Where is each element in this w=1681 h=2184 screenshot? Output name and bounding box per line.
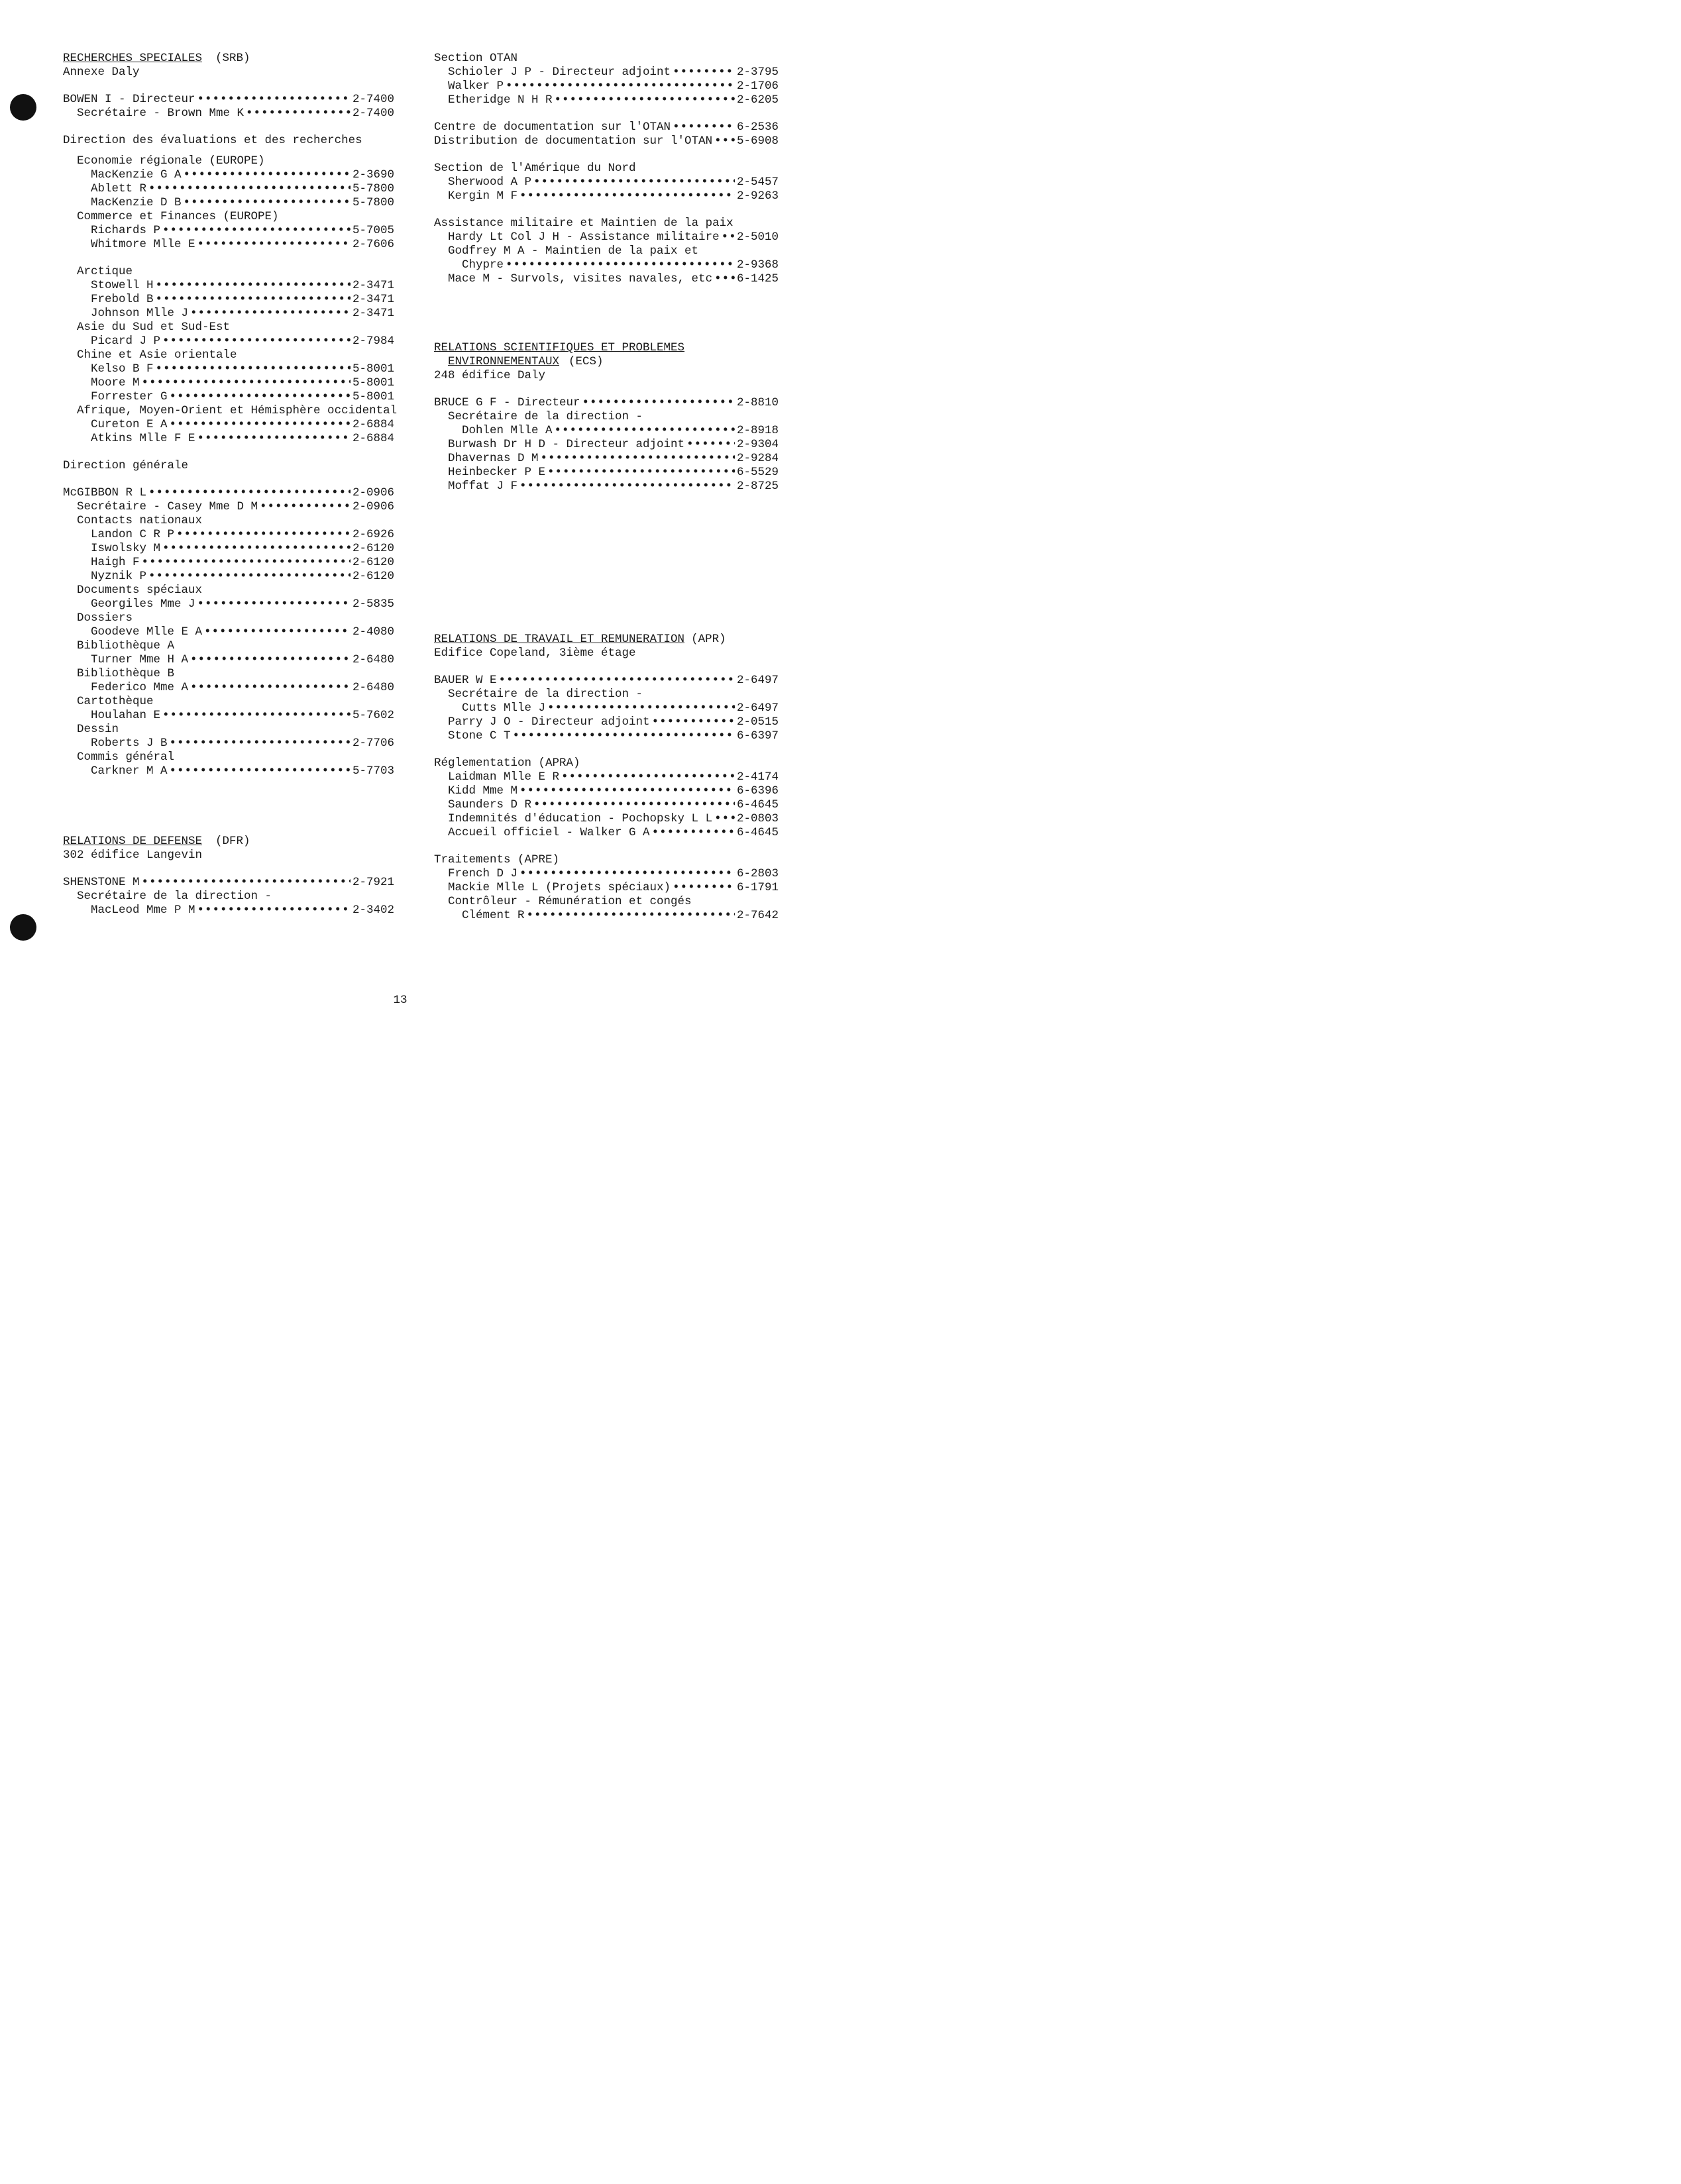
phone-number: 2-6120: [352, 570, 394, 583]
directory-entry: [63, 681, 394, 695]
section-building: Annexe Daly: [63, 66, 140, 79]
phone-number: 6-4645: [736, 798, 779, 811]
directory-entry: [63, 542, 394, 556]
leader-dots: [519, 189, 735, 203]
leader-dots: [170, 737, 351, 751]
phone-number: 6-1425: [736, 272, 779, 286]
entry-name: Houlahan E: [91, 709, 161, 722]
entry-name: Haigh F: [91, 556, 140, 569]
section-header-ecs-line2: [434, 355, 779, 369]
leader-dots: [519, 867, 735, 881]
leader-dots: [555, 93, 735, 107]
entry-name: Stone C T: [448, 729, 511, 743]
section-code: (DFR): [215, 835, 250, 848]
leader-dots: [652, 826, 735, 840]
leader-dots: [170, 418, 351, 432]
entry-name: Etheridge N H R: [448, 93, 553, 107]
leader-dots: [582, 396, 735, 410]
group-heading: Traitements (APRE): [434, 853, 560, 866]
entry-name: Mackie Mlle L (Projets spéciaux): [448, 881, 671, 894]
leader-dots: [148, 486, 351, 500]
section-title: RECHERCHES SPECIALES: [63, 52, 203, 65]
group-heading: Réglementation (APRA): [434, 756, 580, 770]
leader-dots: [170, 764, 351, 778]
group-heading: Secrétaire de la direction -: [77, 890, 272, 903]
entry-name: Sherwood A P: [448, 176, 532, 189]
entry-name: Goodeve Mlle E A: [91, 625, 203, 639]
phone-number: 2-0906: [352, 486, 394, 499]
entry-name: Cureton E A: [91, 418, 168, 431]
leader-dots: [519, 480, 735, 494]
directory-entry: [434, 480, 779, 494]
entry-name: Turner Mme H A: [91, 653, 189, 666]
phone-number: 2-7984: [352, 335, 394, 348]
directory-entry: [63, 107, 394, 121]
section-header-dfr: [63, 835, 394, 849]
directory-entry: [434, 798, 779, 812]
punch-hole-top: [10, 94, 36, 121]
punch-hole-bottom: [10, 914, 36, 941]
entry-name: Nyznik P: [91, 570, 147, 583]
directory-entry: [63, 486, 394, 500]
group-heading: Section OTAN: [434, 52, 518, 65]
leader-dots: [673, 881, 735, 895]
leader-dots: [142, 556, 351, 570]
entry-name: BAUER W E: [434, 674, 497, 687]
phone-number: 2-6120: [352, 556, 394, 569]
entry-name: MacKenzie D B: [91, 196, 182, 209]
entry-name: Moffat J F: [448, 480, 518, 493]
group-heading: Secrétaire de la direction -: [448, 410, 643, 423]
phone-number: 2-0906: [352, 500, 394, 513]
leader-dots: [156, 279, 351, 293]
group-heading: Economie régionale (EUROPE): [77, 154, 265, 168]
entry-name: BRUCE G F - Directeur: [434, 396, 580, 409]
phone-number: 2-6926: [352, 528, 394, 541]
directory-entry: [63, 168, 394, 182]
leader-dots: [714, 812, 735, 826]
entry-name: Kidd Mme M: [448, 784, 518, 798]
directory-entry: [63, 182, 394, 196]
phone-number: 6-6397: [736, 729, 779, 743]
phone-number: 2-0515: [736, 715, 779, 729]
leader-dots: [184, 196, 351, 210]
entry-name: Centre de documentation sur l'OTAN: [434, 121, 671, 134]
leader-dots: [197, 238, 351, 252]
entry-name: Dohlen Mlle A: [462, 424, 553, 437]
leader-dots: [190, 307, 351, 321]
entry-name: SHENSTONE M: [63, 876, 140, 889]
directory-entry: [63, 224, 394, 238]
group-heading: Secrétaire de la direction -: [448, 688, 643, 701]
group-heading: Commis général: [77, 751, 175, 764]
group-heading: Cartothèque: [77, 695, 154, 708]
leader-dots: [197, 93, 351, 107]
leader-dots: [162, 335, 351, 348]
group-heading: Contacts nationaux: [77, 514, 203, 527]
phone-number: 2-4080: [352, 625, 394, 639]
leader-dots: [246, 107, 351, 121]
entry-name: French D J: [448, 867, 518, 880]
directory-entry: [63, 432, 394, 446]
leader-dots: [561, 770, 735, 784]
group-heading: Commerce et Finances (EUROPE): [77, 210, 279, 223]
phone-number: 6-5529: [736, 466, 779, 479]
group-heading: Chine et Asie orientale: [77, 348, 237, 362]
group-heading: Asie du Sud et Sud-Est: [77, 321, 231, 334]
directory-entry: [63, 293, 394, 307]
directory-entry: [434, 258, 779, 272]
leader-dots: [673, 121, 735, 134]
phone-number: 2-3402: [352, 904, 394, 917]
directory-entry: [434, 715, 779, 729]
leader-dots: [197, 904, 351, 917]
phone-number: 2-5835: [352, 598, 394, 611]
leader-dots: [156, 293, 351, 307]
left-column: [63, 52, 398, 917]
right-column: [434, 52, 779, 923]
leader-dots: [142, 376, 351, 390]
directory-entry: [434, 826, 779, 840]
leader-dots: [204, 625, 351, 639]
group-heading: Arctique: [77, 265, 133, 278]
phone-number: 2-9263: [736, 189, 779, 203]
phone-number: 6-2803: [736, 867, 779, 880]
directory-entry: [63, 196, 394, 210]
phone-number: 2-7400: [352, 107, 394, 120]
group-heading: Bibliothèque A: [77, 639, 175, 652]
phone-number: 2-4174: [736, 770, 779, 784]
directory-entry: [63, 625, 394, 639]
phone-number: 6-4645: [736, 826, 779, 839]
directory-entry: [63, 418, 394, 432]
phone-number: 2-7706: [352, 737, 394, 750]
directory-entry: [434, 424, 779, 438]
directory-entry: [434, 176, 779, 189]
phone-number: 2-8725: [736, 480, 779, 493]
entry-name: McGIBBON R L: [63, 486, 147, 499]
entry-name: Distribution de documentation sur l'OTAN: [434, 134, 713, 148]
phone-number: 5-8001: [352, 362, 394, 376]
phone-number: 2-1706: [736, 79, 779, 93]
entry-text: Godfrey M A - Maintien de la paix et: [448, 244, 699, 258]
phone-number: 2-3471: [352, 307, 394, 320]
section-header-apr: [434, 633, 779, 647]
directory-entry: [63, 904, 394, 917]
leader-dots: [162, 542, 351, 556]
phone-number: 2-6480: [352, 681, 394, 694]
entry-name: Chypre: [462, 258, 504, 272]
phone-number: 5-8001: [352, 376, 394, 390]
entry-name: MacKenzie G A: [91, 168, 182, 182]
leader-dots: [162, 709, 351, 723]
section-title-continued: ENVIRONNEMENTAUX: [448, 355, 560, 368]
directory-entry: [434, 79, 779, 93]
directory-entry: [434, 396, 779, 410]
leader-dots: [722, 231, 735, 244]
leader-dots: [533, 176, 735, 189]
phone-number: 2-3795: [736, 66, 779, 79]
entry-name: Burwash Dr H D - Directeur adjoint: [448, 438, 685, 451]
phone-number: 5-7703: [352, 764, 394, 778]
entry-name: Hardy Lt Col J H - Assistance militaire: [448, 231, 720, 244]
directory-entry: [434, 729, 779, 743]
section-building: 248 édifice Daly: [434, 369, 546, 382]
phone-number: 2-6120: [352, 542, 394, 555]
section-header-ecs: [434, 341, 779, 355]
directory-entry: [63, 653, 394, 667]
leader-dots: [714, 272, 735, 286]
entry-name: Moore M: [91, 376, 140, 390]
entry-name: Stowell H: [91, 279, 154, 292]
entry-name: Whitmore Mlle E: [91, 238, 195, 251]
entry-name: Richards P: [91, 224, 161, 237]
directory-entry: [434, 66, 779, 79]
directory-entry: [63, 335, 394, 348]
phone-number: 2-9284: [736, 452, 779, 465]
entry-name: Schioler J P - Directeur adjoint: [448, 66, 671, 79]
phone-number: 2-5010: [736, 231, 779, 244]
leader-dots: [686, 438, 735, 452]
subsection-heading: Direction générale: [63, 459, 189, 472]
entry-name: MacLeod Mme P M: [91, 904, 195, 917]
entry-name: Ablett R: [91, 182, 147, 195]
entry-name: Federico Mme A: [91, 681, 189, 694]
directory-entry: [434, 231, 779, 244]
leader-dots: [506, 258, 735, 272]
entry-name: Johnson Mlle J: [91, 307, 189, 320]
leader-dots: [184, 168, 351, 182]
directory-entry: [63, 390, 394, 404]
phone-number: 2-5457: [736, 176, 779, 189]
phone-number: 2-6480: [352, 653, 394, 666]
leader-dots: [499, 674, 735, 688]
phone-number: 2-9368: [736, 258, 779, 272]
section-title: RELATIONS DE DEFENSE: [63, 835, 203, 848]
group-heading: Documents spéciaux: [77, 584, 203, 597]
entry-name: Accueil officiel - Walker G A: [448, 826, 650, 839]
leader-dots: [156, 362, 351, 376]
phone-number: 2-9304: [736, 438, 779, 451]
section-title: RELATIONS SCIENTIFIQUES ET PROBLEMES: [434, 341, 685, 354]
section-building: 302 édifice Langevin: [63, 849, 203, 862]
phone-number: 2-7400: [352, 93, 394, 106]
directory-entry: [63, 376, 394, 390]
leader-dots: [148, 182, 351, 196]
leader-dots: [142, 876, 351, 890]
entry-name: Secrétaire - Brown Mme K: [77, 107, 244, 120]
directory-entry: [63, 93, 394, 107]
directory-entry: [63, 764, 394, 778]
directory-page: [0, 0, 800, 1039]
directory-entry: [63, 570, 394, 584]
entry-name: Dhavernas D M: [448, 452, 539, 465]
section-building: Edifice Copeland, 3ième étage: [434, 647, 636, 660]
phone-number: 2-7642: [736, 909, 779, 922]
directory-entry: [434, 867, 779, 881]
phone-number: 2-6497: [736, 702, 779, 715]
page-number: 13: [393, 994, 407, 1007]
entry-name: BOWEN I - Directeur: [63, 93, 195, 106]
directory-entry: [434, 702, 779, 715]
entry-name: Georgiles Mme J: [91, 598, 195, 611]
directory-entry: [434, 438, 779, 452]
entry-name: Cutts Mlle J: [462, 702, 546, 715]
entry-name: Roberts J B: [91, 737, 168, 750]
entry-name: Atkins Mlle F E: [91, 432, 195, 445]
directory-entry: [63, 500, 394, 514]
leader-dots: [527, 909, 735, 923]
leader-dots: [162, 224, 351, 238]
leader-dots: [148, 570, 351, 584]
phone-number: 2-8918: [736, 424, 779, 437]
section-title: RELATIONS DE TRAVAIL ET REMUNERATION: [434, 633, 685, 646]
subsection-heading: Direction des évaluations et des recherches: [63, 134, 362, 147]
entry-name: Heinbecker P E: [448, 466, 546, 479]
phone-number: 5-7800: [352, 196, 394, 209]
group-heading: Dessin: [77, 723, 119, 736]
group-heading: Dossiers: [77, 611, 133, 625]
phone-number: 5-8001: [352, 390, 394, 403]
leader-dots: [197, 432, 351, 446]
directory-entry: [63, 279, 394, 293]
directory-entry: [63, 598, 394, 611]
directory-entry: [434, 674, 779, 688]
leader-dots: [547, 702, 735, 715]
directory-entry: [434, 272, 779, 286]
leader-dots: [190, 653, 351, 667]
entry-text: Contrôleur - Rémunération et congés: [448, 895, 692, 908]
leader-dots: [714, 134, 735, 148]
leader-dots: [555, 424, 735, 438]
directory-entry: [434, 93, 779, 107]
entry-name: Parry J O - Directeur adjoint: [448, 715, 650, 729]
section-code: (ECS): [569, 355, 604, 368]
phone-number: 2-6884: [352, 418, 394, 431]
directory-entry: [434, 452, 779, 466]
group-heading: Assistance militaire et Maintien de la paix: [434, 217, 733, 230]
directory-entry: [434, 121, 779, 134]
entry-name: Indemnités d'éducation - Pochopsky L L: [448, 812, 713, 825]
section-code: (APR): [691, 633, 726, 646]
directory-entry: [63, 238, 394, 252]
entry-name: Iswolsky M: [91, 542, 161, 555]
phone-number: 6-1791: [736, 881, 779, 894]
leader-dots: [260, 500, 351, 514]
entry-name: Laidman Mlle E R: [448, 770, 560, 784]
phone-number: 2-6205: [736, 93, 779, 107]
leader-dots: [197, 598, 351, 611]
entry-name: Picard J P: [91, 335, 161, 348]
entry-name: Secrétaire - Casey Mme D M: [77, 500, 258, 513]
leader-dots: [190, 681, 351, 695]
phone-number: 2-7921: [352, 876, 394, 889]
phone-number: 5-7602: [352, 709, 394, 722]
phone-number: 5-6908: [736, 134, 779, 148]
section-code: (SRB): [215, 52, 250, 65]
group-heading: Section de l'Amérique du Nord: [434, 162, 636, 175]
directory-entry: [434, 134, 779, 148]
directory-entry: [63, 362, 394, 376]
directory-entry: [434, 812, 779, 826]
directory-entry: [63, 709, 394, 723]
leader-dots: [513, 729, 735, 743]
entry-name: Saunders D R: [448, 798, 532, 811]
directory-entry: [63, 876, 394, 890]
group-heading: Bibliothèque B: [77, 667, 175, 680]
entry-name: Forrester G: [91, 390, 168, 403]
entry-name: Carkner M A: [91, 764, 168, 778]
entry-name: Kergin M F: [448, 189, 518, 203]
entry-name: Mace M - Survols, visites navales, etc: [448, 272, 713, 286]
entry-name: Frebold B: [91, 293, 154, 306]
directory-entry: [434, 466, 779, 480]
leader-dots: [176, 528, 351, 542]
leader-dots: [170, 390, 351, 404]
entry-name: Kelso B F: [91, 362, 154, 376]
phone-number: 6-6396: [736, 784, 779, 798]
phone-number: 2-6884: [352, 432, 394, 445]
directory-entry: [63, 556, 394, 570]
entry-name: Landon C R P: [91, 528, 175, 541]
phone-number: 2-0803: [736, 812, 779, 825]
phone-number: 5-7005: [352, 224, 394, 237]
leader-dots: [547, 466, 735, 480]
phone-number: 2-8810: [736, 396, 779, 409]
phone-number: 2-3690: [352, 168, 394, 182]
phone-number: 6-2536: [736, 121, 779, 134]
phone-number: 2-3471: [352, 293, 394, 306]
directory-entry: [434, 784, 779, 798]
directory-entry: [434, 909, 779, 923]
group-heading: Afrique, Moyen-Orient et Hémisphère occidental: [77, 404, 398, 417]
directory-entry: [434, 881, 779, 895]
directory-entry: [63, 528, 394, 542]
phone-number: 5-7800: [352, 182, 394, 195]
directory-entry: [63, 737, 394, 751]
phone-number: 2-6497: [736, 674, 779, 687]
leader-dots: [652, 715, 735, 729]
leader-dots: [533, 798, 735, 812]
directory-entry: [434, 189, 779, 203]
directory-entry: [434, 770, 779, 784]
section-header-srb: [63, 52, 394, 66]
entry-name: Walker P: [448, 79, 504, 93]
directory-entry: [63, 307, 394, 321]
leader-dots: [541, 452, 735, 466]
leader-dots: [519, 784, 735, 798]
leader-dots: [506, 79, 735, 93]
entry-name: Clément R: [462, 909, 525, 922]
leader-dots: [673, 66, 735, 79]
phone-number: 2-7606: [352, 238, 394, 251]
phone-number: 2-3471: [352, 279, 394, 292]
